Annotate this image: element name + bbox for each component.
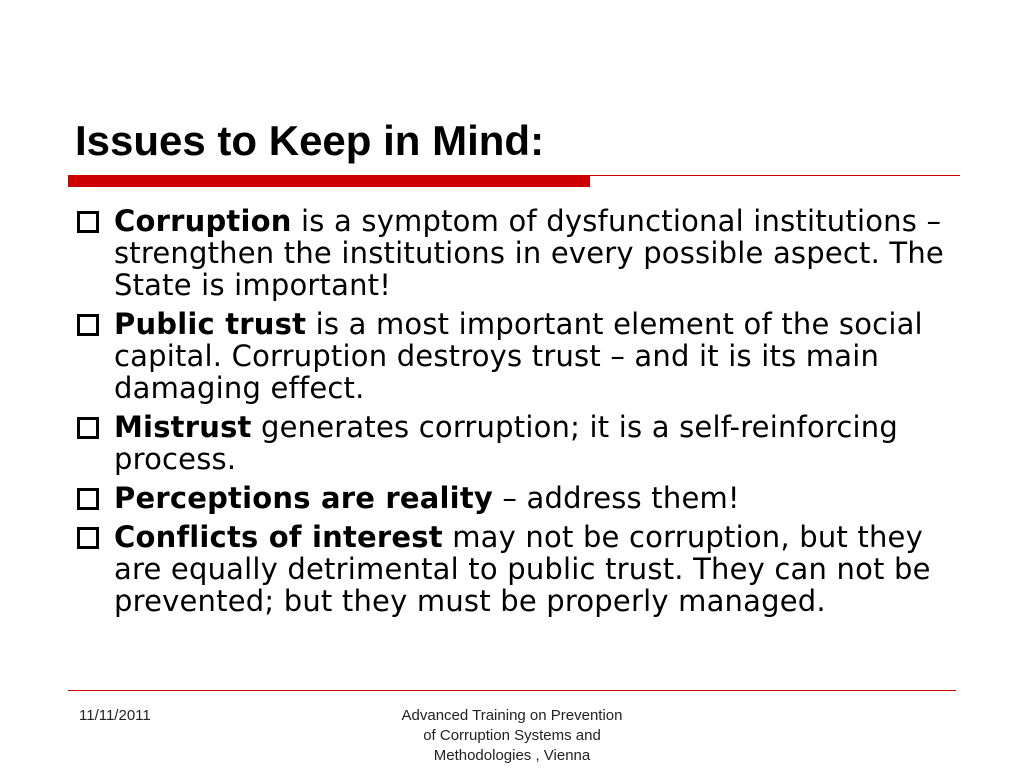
square-bullet-icon [77,211,99,233]
slide-title: Issues to Keep in Mind: [75,117,545,164]
footer-divider [68,690,956,691]
square-bullet-icon [77,488,99,510]
bullet-text: may not be corruption, but they are equally detrimental to public trust. They can not be prevented; but they must be properly managed. [114,520,931,618]
bullet-item [74,308,974,404]
bullet-item [74,205,974,301]
bullet-keyword: Perceptions are reality [114,481,493,515]
bullet-list [74,205,974,624]
bullet-text: is a symptom of dysfunctional institutions – strengthen the institutions in every possible aspect. The State is important! [114,204,944,302]
bullet-item [74,411,974,475]
footer-line: of Corruption Systems and [423,727,601,744]
bullet-text: generates corruption; it is a self-reinforcing process. [114,410,898,476]
footer-line: Methodologies , Vienna [433,747,591,764]
square-bullet-icon [77,314,99,336]
bullet-keyword: Public trust [114,307,307,341]
bullet-keyword: Corruption [114,204,292,238]
bullet-item [74,482,974,514]
bullet-text: is a most important element of the social capital. Corruption destroys trust – and it is its main damaging effect. [114,307,923,405]
footer-event-title [362,706,662,766]
title-accent-bar [68,176,590,187]
footer-date: 11/11/2011 [79,707,151,724]
square-bullet-icon [77,527,99,549]
bullet-keyword: Mistrust [114,410,252,444]
bullet-keyword: Conflicts of interest [114,520,443,554]
bullet-text: – address them! [493,481,740,515]
square-bullet-icon [77,417,99,439]
footer-line: Advanced Training on Prevention [401,707,623,724]
bullet-item [74,521,974,617]
